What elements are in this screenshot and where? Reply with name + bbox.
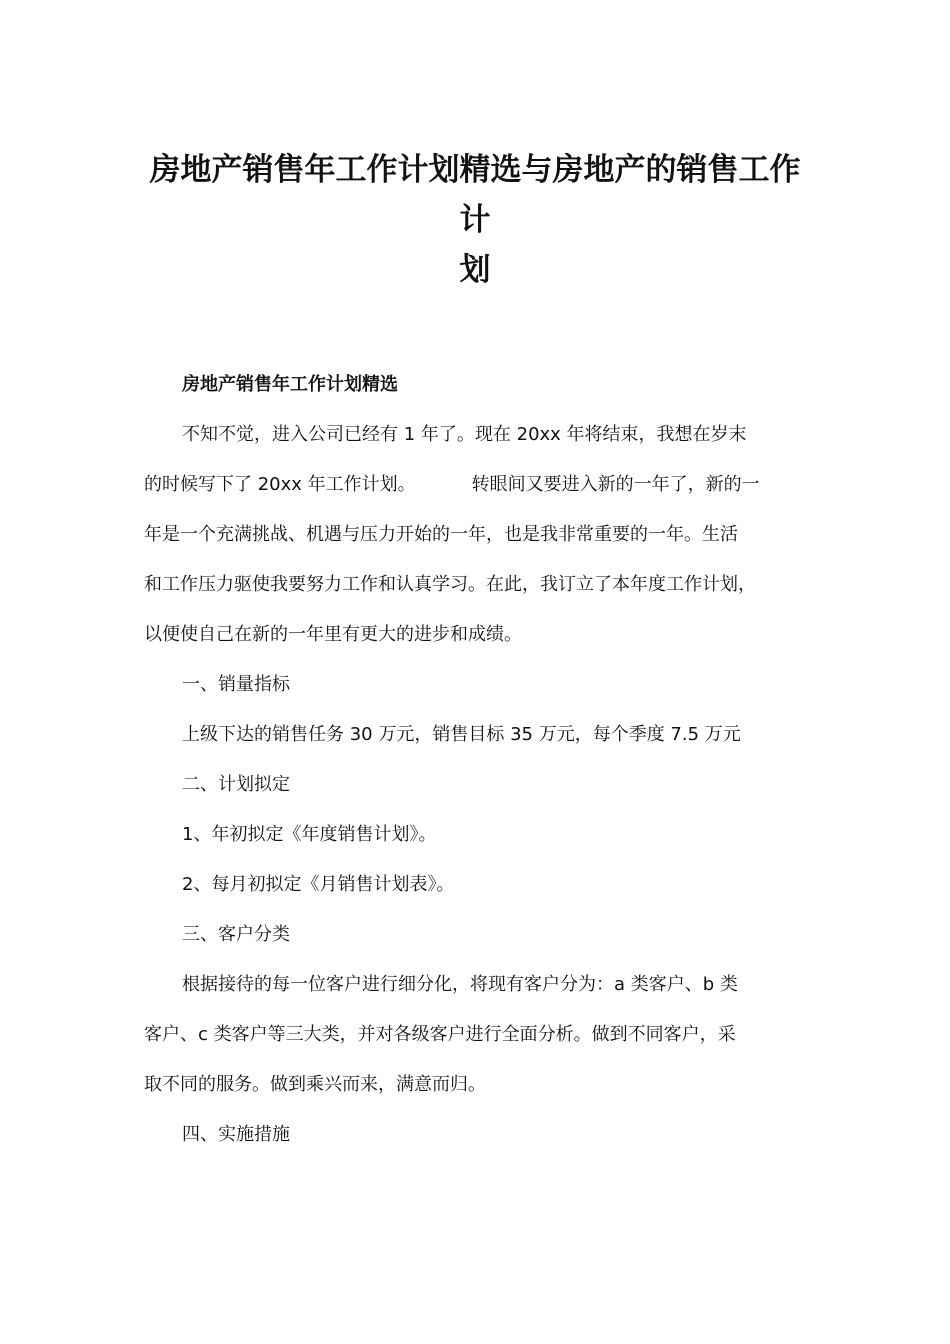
intro-line-2b: 转眼间又要进入新的一年了，新的一 (471, 474, 760, 495)
intro-line-5: 以便使自己在新的一年里有更大的进步和成绩。 (144, 624, 522, 645)
intro-line-4: 和工作压力驱使我要努力工作和认真学习。在此，我订立了本年度工作计划， (144, 574, 756, 595)
classification-line-2: 客户、c 类客户等三大类，并对各级客户进行全面分析。做到不同客户，采 (144, 1024, 736, 1045)
intro-line-3: 年是一个充满挑战、机遇与压力开始的一年，也是我非常重要的一年。生活 (144, 524, 738, 545)
document-title-line-1: 房地产销售年工作计划精选与房地产的销售工作计 (149, 152, 801, 238)
heading-classification: 三、客户分类 (182, 924, 290, 945)
document-body (144, 360, 794, 1160)
plan-item-1: 1、年初拟定《年度销售计划》。 (182, 824, 437, 845)
section-heading: 房地产销售年工作计划精选 (182, 374, 398, 395)
document-title-line-2: 划 (459, 252, 491, 288)
intro-line-1: 不知不觉，进入公司已经有 1 年了。现在 20xx 年将结束，我想在岁末 (182, 424, 747, 445)
plan-item-2: 2、每月初拟定《月销售计划表》。 (182, 874, 455, 895)
document-title (140, 145, 810, 295)
heading-sales-target: 一、销量指标 (182, 674, 290, 695)
classification-line-3: 取不同的服务。做到乘兴而来，满意而归。 (144, 1074, 486, 1095)
sales-target-text: 上级下达的销售任务 30 万元，销售目标 35 万元，每个季度 7.5 万元 (182, 724, 741, 745)
intro-line-2 (144, 460, 794, 510)
classification-line-1: 根据接待的每一位客户进行细分化，将现有客户分为：a 类客户、b 类 (182, 974, 738, 995)
heading-measures: 四、实施措施 (182, 1124, 290, 1145)
intro-line-2a: 的时候写下了 20xx 年工作计划。 (144, 474, 416, 495)
heading-plan: 二、计划拟定 (182, 774, 290, 795)
